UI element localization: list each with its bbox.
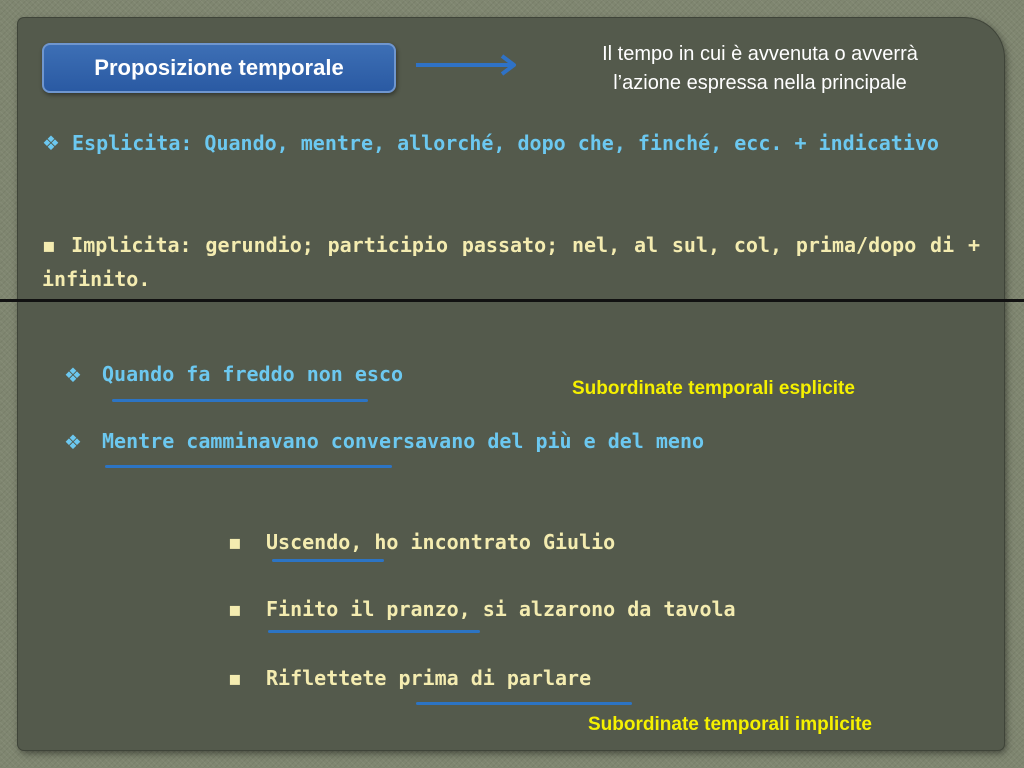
explicit-example-1-text: Quando fa freddo non esco	[102, 362, 404, 386]
implicit-example-3-text: Riflettete prima di parlare	[266, 666, 592, 690]
separator-line	[0, 299, 1024, 302]
square-bullet-icon: ▪	[42, 233, 58, 257]
underline-quando-fa-freddo	[112, 399, 368, 402]
diamond-bullet-icon: ❖	[42, 131, 60, 155]
implicit-example-2-text: Finito il pranzo, si alzarono da tavola	[266, 597, 736, 621]
diamond-bullet-icon: ❖	[64, 430, 82, 454]
square-bullet-icon: ▪	[228, 597, 242, 621]
square-bullet-icon: ▪	[228, 666, 242, 690]
label-explicit: Subordinate temporali esplicite	[572, 378, 855, 399]
label-implicit: Subordinate temporali implicite	[588, 714, 872, 735]
underline-finito-il-pranzo	[268, 630, 480, 633]
underline-uscendo	[272, 559, 384, 562]
slide-title: Proposizione temporale	[42, 43, 396, 93]
arrow-right-icon	[414, 52, 524, 78]
implicit-rule	[42, 228, 980, 296]
implicit-rule-text: Implicita: gerundio; participio passato; nel, al sul, col, prima/dopo di + infinito.	[42, 233, 980, 291]
diamond-bullet-icon: ❖	[64, 363, 82, 387]
definition-line-2: l’azione espressa nella principale	[613, 72, 907, 94]
underline-mentre-camminavano	[105, 465, 392, 468]
definition-line-1: Il tempo in cui è avvenuta o avverrà	[602, 43, 918, 65]
square-bullet-icon: ▪	[228, 530, 242, 554]
explicit-rule-text: Esplicita: Quando, mentre, allorché, dopo che, finché, ecc. + indicativo	[71, 131, 939, 155]
implicit-example-1-text: Uscendo, ho incontrato Giulio	[266, 530, 616, 554]
explicit-rule	[42, 126, 980, 160]
explicit-example-2-text: Mentre camminavano conversavano del più e del meno	[102, 429, 705, 453]
definition-text	[530, 40, 990, 98]
underline-prima-di-parlare	[416, 702, 632, 705]
